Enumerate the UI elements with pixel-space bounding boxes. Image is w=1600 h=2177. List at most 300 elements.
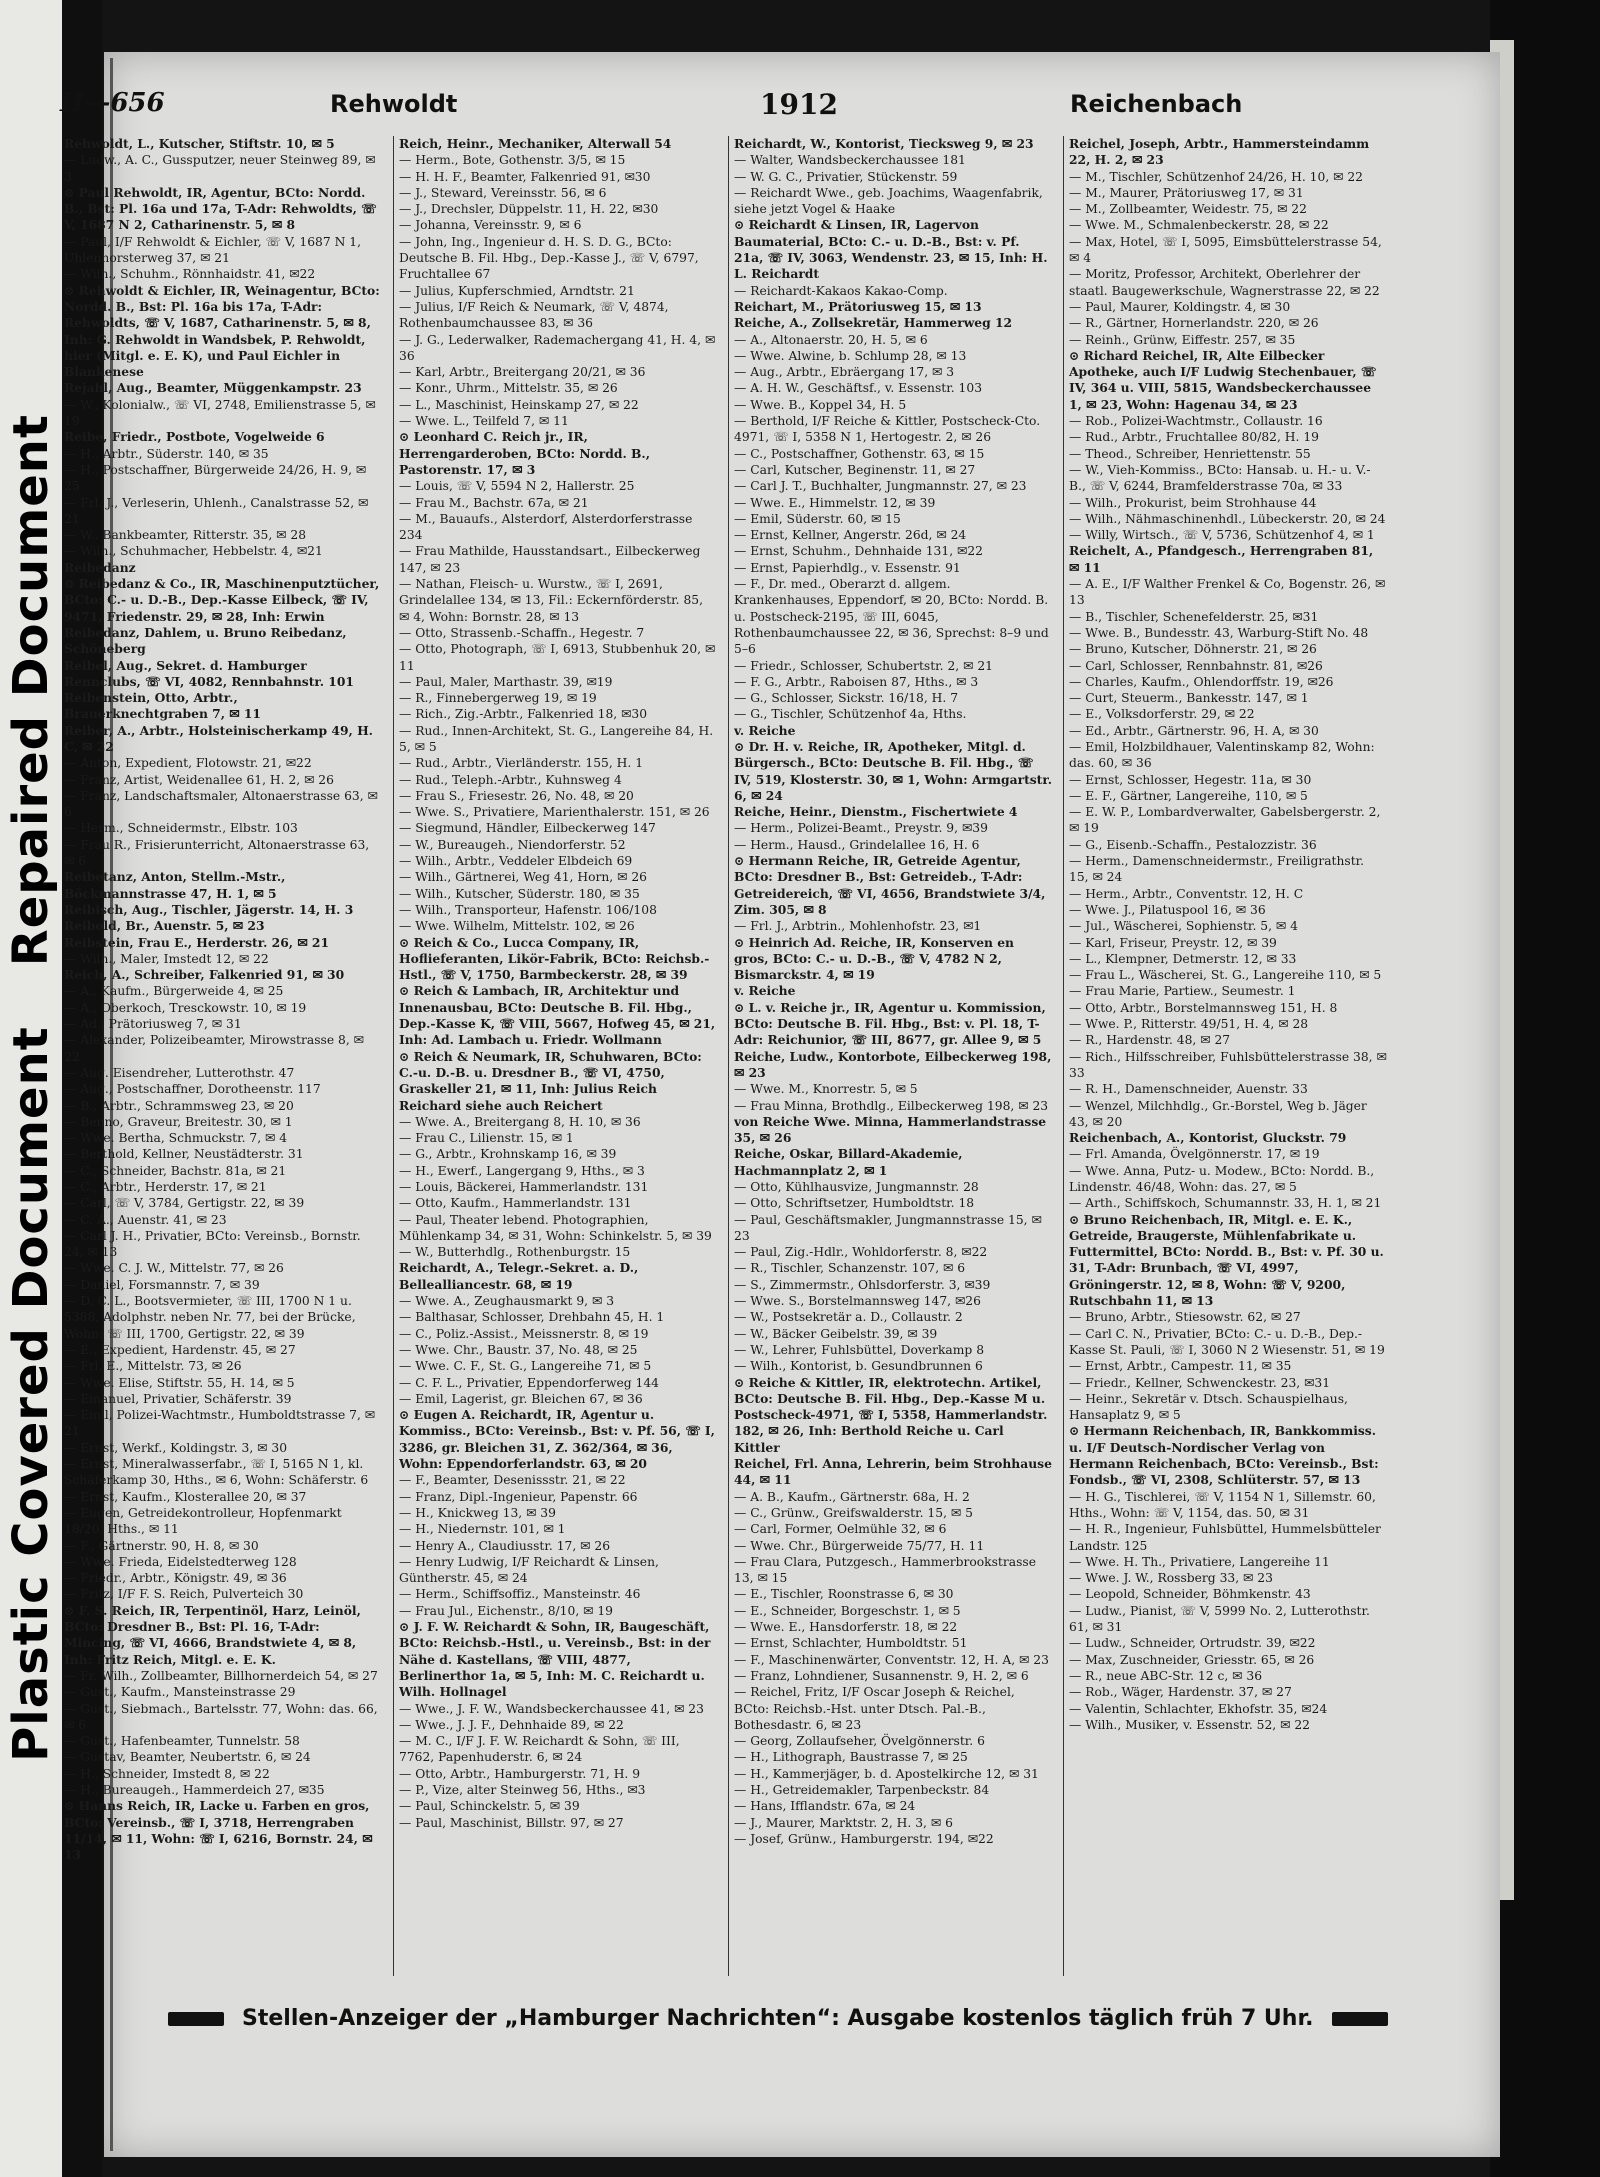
directory-entry: — Arth., Schiffskoch, Schumannstr. 33, H. 1, ✉ 21 [1069, 1196, 1382, 1211]
directory-entry: — R., Gärtner, Hornerlandstr. 220, ✉ 26 [1069, 316, 1319, 331]
directory-entry: — Frau Marie, Partiew., Seumestr. 1 [1069, 984, 1296, 999]
directory-entry: — Fr. Wilh., Zollbeamter, Billhornerdeich 54, ✉ 27 [64, 1668, 378, 1683]
directory-entry: ⊙ J. F. W. Reichardt & Sohn, IR, Baugeschäft, BCto: Reichsb.-Hstl., u. Vereinsb., Bst: in der Nähe d. Kastellans, ☏ VIII, 4877, Berlinerthor 1a, ✉ 5, Inh: M. C. Reichardt u. Wilh. Hollnagel [399, 1619, 711, 1700]
directory-entry: — R. H., Damenschneider, Auenstr. 33 [1069, 1082, 1308, 1097]
directory-entry: — Wwe., J. F. W., Wandsbeckerchaussee 41, ✉ 23 [399, 1701, 704, 1716]
directory-entry: — Wilh., Nähmaschinenhdl., Lübeckerstr. 20, ✉ 24 [1069, 511, 1386, 526]
directory-entry: — Emil, Lagerist, gr. Bleichen 67, ✉ 36 [399, 1391, 643, 1406]
directory-entry: — Ludw., A. C., Gussputzer, neuer Steinweg 89, ✉ 3 [64, 153, 376, 184]
directory-entry: — Friedr., Kellner, Schwenckestr. 23, ✉31 [1069, 1375, 1331, 1390]
directory-entry: — C., Grünw., Greifswalderstr. 15, ✉ 5 [734, 1505, 973, 1520]
directory-entry: Reichardt, A., Telegr.-Sekret. a. D., Bellealliancestr. 68, ✉ 19 [399, 1260, 639, 1292]
directory-entry: — Franz, Landschaftsmaler, Altonaerstrasse 63, ✉ 6 [64, 788, 378, 820]
directory-entry: — Friedr., Arbtr., Königstr. 49, ✉ 36 [64, 1571, 287, 1586]
directory-entry: — Max, Hotel, ☏ I, 5095, Eimsbüttelerstrasse 54, ✉ 4 [1069, 234, 1382, 266]
directory-entry: — Rud., Arbtr., Fruchtallee 80/82, H. 19 [1069, 430, 1319, 445]
directory-entry: — Wilh., Musiker, v. Essenstr. 52, ✉ 22 [1069, 1717, 1310, 1732]
directory-entry: — H., Postschaffner, Bürgerweide 24/26, H. 9, ✉ 25 [64, 462, 367, 494]
directory-entry: — Wwe. P., Ritterstr. 49/51, H. 4, ✉ 28 [1069, 1017, 1309, 1032]
pointing-hand-icon [168, 2012, 224, 2026]
directory-entry: — Reinh., Grünw, Eiffestr. 257, ✉ 35 [1069, 332, 1296, 347]
directory-entry: ⊙ Hermann Reichenbach, IR, Bankkommiss. u. I/F Deutsch-Nordischer Verlag von Hermann Reichenbach, BCto: Vereinsb., Bst: Fondsb., ☏ VI, 2308, Schlüterstr. 57, ✉ 13 [1069, 1423, 1379, 1488]
directory-entry: — Ernst, Arbtr., Campestr. 11, ✉ 35 [1069, 1359, 1292, 1374]
directory-entry: — Herm., Bote, Gothenstr. 3/5, ✉ 15 [399, 153, 626, 168]
directory-entry: — Wilh., Transporteur, Hafenstr. 106/108 [399, 902, 657, 917]
directory-entry: ⊙ Reiche & Kittler, IR, elektrotechn. Artikel, BCto: Deutsche B. Fil. Hbg., Dep.-Kasse M u. Postscheck-4971, ☏ I, 5358, Hammerlandstr. 182, ✉ 26, Inh: Berthold Reiche u. Carl Kittler [734, 1374, 1048, 1455]
directory-entry: ⊙ Eugen A. Reichardt, IR, Agentur u. Kommiss., BCto: Vereinsb., Bst: v. Pf. 56, ☏ I, 3286, gr. Bleichen 31, Z. 362/364, ✉ 36, Wohn: Eppendorferlandstr. 63, ✉ 20 [399, 1407, 715, 1472]
directory-entry: — Herm., Damenschneidermstr., Freiligrathstr. 15, ✉ 24 [1069, 854, 1365, 885]
directory-entry: — Wwe. M., Knorrestr. 5, ✉ 5 [734, 1082, 918, 1097]
directory-entry: — Frl. J., Arbtrin., Mohlenhofstr. 23, ✉1 [734, 919, 982, 934]
directory-entry: — Paul, Geschäftsmakler, Jungmannstrasse 15, ✉ 23 [734, 1212, 1042, 1243]
directory-entry: — Konr., Uhrm., Mittelstr. 35, ✉ 26 [399, 381, 618, 396]
directory-entry: v. Reiche [734, 983, 796, 999]
directory-entry: — Valentin, Schlachter, Ekhofstr. 35, ✉24 [1069, 1701, 1328, 1716]
directory-entry: — Hans, Ifflandstr. 67a, ✉ 24 [734, 1799, 916, 1814]
directory-entry: — Wwe. A., Zeughausmarkt 9, ✉ 3 [399, 1294, 615, 1309]
directory-entry: Reiber, A., Arbtr., Holsteinischerkamp 49, H. C, ✉ 22 [64, 722, 373, 754]
directory-entry: — Gust., Siebmach., Bartelsstr. 77, Wohn: das. 66, ✉ 6 [64, 1701, 378, 1732]
directory-entry: — Paul, Maurer, Koldingstr. 4, ✉ 30 [1069, 299, 1291, 314]
directory-entry: — Reichel, Fritz, I/F Oscar Joseph & Reichel, BCto: Reichsb.-Hst. unter Dtsch. Pal.-B., Bothesdastr. 6, ✉ 23 [734, 1685, 1015, 1732]
directory-entry: — W., Vieh-Kommiss., BCto: Hansab. u. H.- u. V.-B., ☏ V, 6244, Bramfelderstrasse 70a, ✉ 33 [1069, 462, 1371, 494]
directory-entry: — Wwe., J. J. F., Dehnhaide 89, ✉ 22 [399, 1717, 624, 1732]
directory-entry: — Anton, Expedient, Flotowstr. 21, ✉22 [64, 756, 312, 771]
directory-entry: — Otto, Photograph, ☏ I, 6913, Stubbenhuk 20, ✉ 11 [399, 642, 716, 673]
directory-entry: — M., Maurer, Prätoriusweg 17, ✉ 31 [1069, 185, 1304, 200]
directory-entry: — Frau L., Wäscherei, St. G., Langereihe 110, ✉ 5 [1069, 968, 1382, 983]
directory-entry: — Siegmund, Händler, Eilbeckerweg 147 [399, 821, 656, 836]
directory-entry: — W., Postsekretär a. D., Collaustr. 2 [734, 1310, 963, 1325]
directory-entry: — Walter, Wandsbeckerchaussee 181 [734, 153, 966, 168]
directory-entry: Reich, Heinr., Mechaniker, Alterwall 54 [399, 136, 672, 151]
directory-entry: Reibetanz, Anton, Stellm.-Mstr., Böckmannstrasse 47, H. 1, ✉ 5 [64, 869, 286, 901]
directory-entry: — A. H. W., Geschäftsf., v. Essenstr. 103 [734, 381, 983, 396]
directory-entry: ⊙ Hanns Reich, IR, Lacke u. Farben en gros, BCto: Vereinsb., ☏ I, 3718, Herrengraben 11/14, ✉ 11, Wohn: ☏ I, 6216, Bornstr. 24, ✉ 13 [64, 1798, 373, 1863]
directory-entry: Reichel, Joseph, Arbtr., Hammersteindamm 22, H. 2, ✉ 23 [1069, 136, 1370, 168]
directory-entry: Reiche, A., Zollsekretär, Hammerweg 12 [734, 315, 1013, 331]
directory-entry: — Wwe. Chr., Baustr. 37, No. 48, ✉ 25 [399, 1342, 638, 1357]
directory-entry: — Frau C., Lilienstr. 15, ✉ 1 [399, 1131, 574, 1146]
directory-entry: — Herm., Arbtr., Conventstr. 12, H. C [1069, 886, 1304, 901]
directory-entry: — Wwe. B., Koppel 34, H. 5 [734, 397, 907, 412]
directory-entry: — C., Postschaffner, Gothenstr. 63, ✉ 15 [734, 446, 985, 461]
directory-entry: — Ludw., Schneider, Ortrudstr. 39, ✉22 [1069, 1636, 1316, 1651]
directory-entry: — Wwe. C. J. W., Mittelstr. 77, ✉ 26 [64, 1261, 284, 1276]
directory-entry: — C. A., Auenstr. 41, ✉ 23 [64, 1212, 227, 1227]
column-3 [734, 136, 1052, 1976]
directory-entry: — Wwe. E., Himmelstr. 12, ✉ 39 [734, 495, 936, 510]
directory-entry: — Ernst, Kellner, Angerstr. 26d, ✉ 24 [734, 528, 967, 543]
directory-entry: — W., Bureaugeh., Niendorferstr. 52 [399, 837, 626, 852]
directory-entry: — Franz, Dipl.-Ingenieur, Papenstr. 66 [399, 1489, 638, 1504]
page-number: II—656 [60, 88, 165, 118]
directory-entry: — E., Expedient, Hardenstr. 45, ✉ 27 [64, 1342, 296, 1357]
directory-entry: — Theod., Schreiber, Henriettenstr. 55 [1069, 446, 1311, 461]
directory-entry: — Herm., Schneidermstr., Elbstr. 103 [64, 821, 298, 836]
directory-entry: — Wwe. S., Borstelmannsweg 147, ✉26 [734, 1294, 981, 1309]
directory-entry: Reibel, Aug., Sekret. d. Hamburger Rennclubs, ☏ VI, 4082, Rennbahnstr. 101 [64, 657, 354, 689]
header-first-entry: Rehwoldt [330, 90, 458, 118]
directory-entry: — Julius, I/F Reich & Neumark, ☏ V, 4874, Rothenbaumchaussee 83, ✉ 36 [399, 299, 669, 331]
directory-entry: — B., Tischler, Schenefelderstr. 25, ✉31 [1069, 609, 1319, 624]
directory-entry: — H., Arbtr., Süderstr. 140, ✉ 35 [64, 446, 269, 461]
directory-entry: Reibedanz [64, 559, 136, 575]
directory-entry: — Wwe. Alwine, b. Schlump 28, ✉ 13 [734, 348, 967, 363]
header-year: 1912 [760, 88, 838, 121]
directory-entry: — Wilh., Arbtr., Veddeler Elbdeich 69 [399, 854, 633, 869]
directory-entry: ⊙ Leonhard C. Reich jr., IR, Herrengarderoben, BCto: Nordd. B., Pastorenstr. 17, ✉ 3 [399, 429, 650, 477]
directory-entry: — Wilh., Prokurist, beim Strohhause 44 [1069, 495, 1317, 510]
directory-entry: — Reichardt-Kakaos Kakao-Comp. [734, 283, 948, 298]
column-1 [64, 136, 382, 1976]
directory-entry: — Wwe. E., Hansdorferstr. 18, ✉ 22 [734, 1620, 958, 1635]
directory-entry: — Wwe. Bertha, Schmuckstr. 7, ✉ 4 [64, 1131, 288, 1146]
directory-entry: — H., Getreidemakler, Tarpenbeckstr. 84 [734, 1782, 990, 1797]
directory-entry: — Rud., Arbtr., Vierländerstr. 155, H. 1 [399, 756, 644, 771]
directory-entry: — Wwe. H. Th., Privatiere, Langereihe 11 [1069, 1554, 1330, 1569]
directory-entry: — R., neue ABC-Str. 12 c, ✉ 36 [1069, 1668, 1263, 1683]
directory-entry: — H., Knickweg 13, ✉ 39 [399, 1505, 556, 1520]
page-header [60, 88, 1390, 128]
directory-entry: — Ernst, Papierhdlg., v. Essenstr. 91 [734, 560, 961, 575]
directory-entry: — Paul, Theater lebend. Photographien, Mühlenkamp 34, ✉ 31, Wohn: Schinkelstr. 5, ✉ 39 [399, 1212, 712, 1243]
directory-entry: Reibstein, Frau E., Herderstr. 26, ✉ 21 [64, 934, 330, 950]
directory-entry: — Rich., Zig.-Arbtr., Falkenried 18, ✉30 [399, 707, 648, 722]
stamp-repaired: Repaired Document [3, 414, 59, 967]
directory-entry: Reiche, Oskar, Billard-Akademie, Hachmannplatz 2, ✉ 1 [734, 1146, 963, 1178]
directory-entry: — Georg, Zollaufseher, Övelgönnerstr. 6 [734, 1734, 985, 1749]
directory-entry: — Ernst, Mineralwasserfabr., ☏ I, 5165 N 1, kl. Schäferkamp 30, Hths., ✉ 6, Wohn: Schäferstr. 6 [64, 1457, 369, 1488]
directory-entry: — F., Dr. med., Oberarzt d. allgem. Krankenhauses, Eppendorf, ✉ 20, BCto: Nordd. B. u. Postscheck-2195, ☏ III, 6045, Rothenbaumchaussee 22, ✉ 36, Sprechst: 8–9 und 5–6 [734, 577, 1049, 657]
directory-entry: — Carl, Schlosser, Rennbahnstr. 81, ✉26 [1069, 658, 1323, 673]
column-4 [1069, 136, 1387, 1976]
pointing-hand-icon [1332, 2012, 1388, 2026]
directory-entry: — Paul, Maler, Marthastr. 39, ✉19 [399, 674, 613, 689]
directory-entry: — Jul., Wäscherei, Sophienstr. 5, ✉ 4 [1069, 919, 1298, 934]
directory-entry: — H. H. F., Beamter, Falkenried 91, ✉30 [399, 169, 651, 184]
directory-entry: — Berthold, I/F Reiche & Kittler, Postscheck-Cto. 4971, ☏ I, 5358 N 1, Hertogestr. 2, ✉ 26 [734, 414, 1041, 445]
directory-entry: — L., Klempner, Detmerstr. 12, ✉ 33 [1069, 951, 1297, 966]
directory-entry: ⊙ Reich & Neumark, IR, Schuhwaren, BCto: C.-u. D.-B. u. Dresdner B., ☏ VI, 4750, Graskeller 21, ✉ 11, Inh: Julius Reich [399, 1048, 702, 1097]
stamp-plastic-covered: Plastic Covered Document [3, 1026, 59, 1762]
directory-entry: — Carl J. H., Privatier, BCto: Vereinsb., Bornstr. 24, ✉ 13 [64, 1228, 361, 1260]
directory-entry: — L., Maschinist, Heinskamp 27, ✉ 22 [399, 397, 639, 412]
directory-entry: — Johanna, Vereinsstr. 9, ✉ 6 [399, 218, 582, 233]
directory-entry: — Gustav, Beamter, Neubertstr. 6, ✉ 24 [64, 1750, 311, 1765]
directory-entry: — Wilh., Kontorist, b. Gesundbrunnen 6 [734, 1359, 983, 1374]
directory-entry: — R., Tischler, Schanzenstr. 107, ✉ 6 [734, 1261, 966, 1276]
directory-entry: Reichel, Frl. Anna, Lehrerin, beim Strohhause 44, ✉ 11 [734, 1456, 1052, 1488]
directory-entry: — Otto, Kühlhausvize, Jungmannstr. 28 [734, 1180, 979, 1194]
directory-entry: — D. C. L., Bootsvermieter, ☏ III, 1700 N 1 u. 5388, Adolphstr. neben Nr. 77, bei der Brücke, Wohn: ☏ III, 1700, Gertigstr. 22, ✉ 39 [64, 1294, 356, 1341]
directory-entry: — G., Tischler, Schützenhof 4a, Hths. [734, 707, 967, 722]
directory-entry: von Reiche Wwe. Minna, Hammerlandstrasse 35, ✉ 26 [734, 1113, 1047, 1146]
directory-entry: — Daniel, Forsmannstr. 7, ✉ 39 [64, 1277, 260, 1292]
directory-entry: — W., Butterhdlg., Rothenburgstr. 15 [399, 1245, 631, 1260]
directory-entry: ⊙ Hermann Reiche, IR, Getreide Agentur, BCto: Dresdner B., Bst: Getreideb., T-Adr: Getreidereich, ☏ VI, 4656, Brandstwiete 3/4, Zim. 305, ✉ 8 [734, 853, 1046, 917]
directory-entry: — Herm., Hausd., Grindelallee 16, H. 6 [734, 837, 980, 852]
directory-entry: — F., Beamter, Desenissstr. 21, ✉ 22 [399, 1473, 626, 1488]
directory-entry: — W., Bäcker Geibelstr. 39, ✉ 39 [734, 1326, 938, 1341]
directory-entry: Reiche, Heinr., Dienstm., Fischertwiete 4 [734, 804, 1018, 820]
directory-entry: — Bruno, Arbtr., Stiesowstr. 62, ✉ 27 [1069, 1310, 1301, 1325]
directory-entry: — M., Tischler, Schützenhof 24/26, H. 10, ✉ 22 [1069, 169, 1364, 184]
directory-entry: Reibold, Br., Auenstr. 5, ✉ 23 [64, 918, 265, 934]
directory-entry: — H., Schneider, Imstedt 8, ✉ 22 [64, 1766, 270, 1781]
directory-entry: Reichenbach, A., Kontorist, Gluckstr. 79 [1069, 1130, 1347, 1146]
directory-entry: — Frl. Amanda, Övelgönnerstr. 17, ✉ 19 [1069, 1147, 1320, 1162]
directory-entry: — Rud., Innen-Architekt, St. G., Langereihe 84, H. 5, ✉ 5 [399, 723, 714, 754]
header-last-entry: Reichenbach [1070, 90, 1243, 118]
directory-entry: — Ernst, Schlosser, Hegestr. 11a, ✉ 30 [1069, 772, 1312, 787]
directory-entry: — Wwe. Elise, Stiftstr. 55, H. 14, ✉ 5 [64, 1375, 295, 1390]
directory-entry: — Franz, Artist, Weidenallee 61, H. 2, ✉ 26 [64, 772, 334, 787]
directory-entry: — Ludw., Pianist, ☏ V, 5999 No. 2, Lutterothstr. 61, ✉ 31 [1069, 1603, 1370, 1635]
directory-entry: — Frau Clara, Putzgesch., Hammerbrookstrasse 13, ✉ 15 [734, 1554, 1036, 1586]
directory-entry: — Bruno, Kutscher, Döhnerstr. 21, ✉ 26 [1069, 642, 1317, 657]
directory-entry: — C. F. L., Privatier, Eppendorferweg 144 [399, 1375, 660, 1390]
directory-entry: — Wwe. M., Schmalenbeckerstr. 28, ✉ 22 [1069, 218, 1329, 233]
directory-entry: — Louis, ☏ V, 5594 N 2, Hallerstr. 25 [399, 479, 635, 494]
directory-entry: — Berthold, Kellner, Neustädterstr. 31 [64, 1147, 304, 1162]
directory-entry: — R., Hardenstr. 48, ✉ 27 [1069, 1033, 1231, 1048]
directory-entry: — Rich., Hilfsschreiber, Fuhlsbüttelerstrasse 38, ✉ 33 [1069, 1049, 1387, 1080]
directory-entry: — Reichardt Wwe., geb. Joachims, Waagenfabrik, siehe jetzt Vogel & Haake [734, 185, 1043, 217]
directory-entry: — F., Gärtnerstr. 90, H. 8, ✉ 30 [64, 1538, 259, 1553]
directory-entry: — Aug., Arbtr., Ebräergang 17, ✉ 3 [734, 365, 955, 380]
directory-entry: — B., Arbtr., Schrammsweg 23, ✉ 20 [64, 1098, 294, 1113]
column-divider [393, 136, 394, 1976]
directory-entry: — Curt, Steuerm., Bankesstr. 147, ✉ 1 [1069, 691, 1309, 706]
directory-entry: — Paul, Maschinist, Billstr. 97, ✉ 27 [399, 1815, 624, 1830]
directory-entry: — Wwe. J. W., Rossberg 33, ✉ 23 [1069, 1571, 1273, 1586]
directory-entry: — Frau S., Friesestr. 26, No. 48, ✉ 20 [399, 788, 634, 803]
directory-entry: — Ernst, Schlachter, Humboldtstr. 51 [734, 1636, 968, 1651]
directory-entry: — W. G. C., Privatier, Stückenstr. 59 [734, 169, 958, 184]
directory-entry: — J., Maurer, Marktstr. 2, H. 3, ✉ 6 [734, 1815, 953, 1830]
directory-entry: — A. E., I/F Walther Frenkel & Co, Bogenstr. 26, ✉ 13 [1069, 577, 1386, 608]
directory-entry: ⊙ F. S. Reich, IR, Terpentinöl, Harz, Leinöl, BCto: Dresdner B., Bst: Pl. 16, T-Adr: Mincing, ☏ VI, 4666, Brandstwiete 4, ✉ 8, Inh: Fritz Reich, Mitgl. e. E. K. [64, 1602, 361, 1667]
directory-entry: — Wilh., Kutscher, Süderstr. 180, ✉ 35 [399, 886, 640, 901]
directory-entry: — H. R., Ingenieur, Fuhlsbüttel, Hummelsbütteler Landstr. 125 [1069, 1522, 1381, 1553]
directory-entry: — M., Zollbeamter, Weidestr. 75, ✉ 22 [1069, 202, 1307, 217]
directory-entry: — Carl, ☏ V, 3784, Gertigstr. 22, ✉ 39 [64, 1196, 305, 1211]
directory-entry: Reibisch, Aug., Tischler, Jägerstr. 14, H. 3 [64, 901, 354, 917]
directory-entry: — M. C., I/F J. F. W. Reichardt & Sohn, ☏ III, 7762, Papenhuderstr. 6, ✉ 24 [399, 1734, 680, 1765]
directory-entry: — C., Schneider, Bachstr. 81a, ✉ 21 [64, 1163, 287, 1178]
column-divider [1063, 136, 1064, 1976]
directory-entry: — Paul, Zig.-Hdlr., Wohldorferstr. 8, ✉22 [734, 1245, 988, 1260]
directory-entry: — Josef, Grünw., Hamburgerstr. 194, ✉22 [734, 1831, 994, 1846]
directory-entry: — W., Bankbeamter, Ritterstr. 35, ✉ 28 [64, 528, 307, 543]
directory-entry: — Paul, I/F Rehwoldt & Eichler, ☏ V, 1687 N 1, Uhlenhorsterweg 37, ✉ 21 [64, 234, 361, 266]
directory-entry: — Franz, Lohndiener, Susannenstr. 9, H. 2, ✉ 6 [734, 1668, 1029, 1683]
directory-entry: ⊙ Heinrich Ad. Reiche, IR, Konserven en gros, BCto: C.- u. D.-B., ☏ V, 4782 N 2, Bismarckstr. 4, ✉ 19 [734, 934, 1015, 983]
directory-entry: — Frau R., Frisierunterricht, Altonaerstrasse 63, ✉ 6 [64, 837, 370, 869]
directory-entry: — Paul, Schinckelstr. 5, ✉ 39 [399, 1799, 580, 1814]
directory-entry: — Wilh., Gärtnerei, Weg 41, Horn, ✉ 26 [399, 870, 647, 885]
footer-text: Stellen-Anzeiger der „Hamburger Nachrichten“: Ausgabe kostenlos täglich früh 7 Uhr. [242, 2006, 1314, 2031]
preservation-stamp-text [3, 414, 59, 1762]
directory-entry: — Herm., Schiffsoffiz., Mansteinstr. 46 [399, 1587, 641, 1602]
directory-entry: Reichardt, W., Kontorist, Tiecksweg 9, ✉ 23 [734, 136, 1034, 151]
directory-entry: — Wilh., Maler, Imstedt 12, ✉ 22 [64, 951, 269, 966]
directory-entry: — Willy, Wirtsch., ☏ V, 5736, Schützenhof 4, ✉ 1 [1069, 528, 1375, 543]
directory-entry: — Fritz, I/F F. S. Reich, Pulverteich 30 [64, 1587, 304, 1602]
directory-entry: — Otto, Strassenb.-Schaffn., Hegestr. 7 [399, 625, 645, 640]
directory-entry: — J., Drechsler, Düppelstr. 11, H. 22, ✉30 [399, 202, 659, 217]
directory-columns [64, 136, 1400, 1976]
scan-margin-right [1490, 0, 1600, 2177]
directory-entry: — Wwe. Wilhelm, Mittelstr. 102, ✉ 26 [399, 919, 635, 934]
directory-entry: — Wwe. S., Privatiere, Marienthalerstr. 151, ✉ 26 [399, 805, 710, 820]
directory-entry: — Wenzel, Milchhdlg., Gr.-Borstel, Weg b. Jäger 43, ✉ 20 [1069, 1098, 1367, 1129]
directory-entry: — Carl J. T., Buchhalter, Jungmannstr. 27, ✉ 23 [734, 479, 1027, 494]
directory-entry: — J. G., Lederwalker, Rademachergang 41, H. 4, ✉ 36 [399, 332, 716, 363]
column-divider [728, 136, 729, 1976]
directory-entry: — F., Maschinenwärter, Conventstr. 12, H. A, ✉ 23 [734, 1652, 1049, 1667]
directory-entry: — H., Niedernstr. 101, ✉ 1 [399, 1522, 566, 1537]
directory-entry: ⊙ Dr. H. v. Reiche, IR, Apotheker, Mitgl. d. Bürgersch., BCto: Deutsche B. Fil. Hbg., ☏ IV, 519, Klosterstr. 30, ✉ 1, Wohn: Armgartstr. 6, ✉ 24 [734, 738, 1052, 803]
directory-entry: — Moritz, Professor, Architekt, Oberlehrer der staatl. Baugewerkschule, Wagnerstrasse 22, ✉ 22 [1069, 267, 1380, 298]
directory-entry: — F. G., Arbtr., Raboisen 87, Hths., ✉ 3 [734, 674, 979, 689]
directory-entry: — H., Kammerjäger, b. d. Apostelkirche 12, ✉ 31 [734, 1766, 1039, 1781]
directory-entry: — E. F., Gärtner, Langereihe, 110, ✉ 5 [1069, 788, 1308, 803]
directory-entry: — Carl C. N., Privatier, BCto: C.- u. D.-B., Dep.-Kasse St. Pauli, ☏ I, 3060 N 2 Wiesenstr. 51, ✉ 19 [1069, 1326, 1385, 1357]
directory-entry: — Eugen, Getreidekontrolleur, Hopfenmarkt 18/20, Hths., ✉ 11 [64, 1505, 342, 1537]
directory-entry: — C., Arbtr., Herderstr. 17, ✉ 21 [64, 1180, 267, 1194]
directory-entry: — Karl, Arbtr., Breitergang 20/21, ✉ 36 [399, 365, 646, 380]
directory-entry: — Otto, Kaufm., Hammerlandstr. 131 [399, 1196, 632, 1211]
preservation-stamp-strip [0, 0, 62, 2177]
directory-entry: ⊙ Bruno Reichenbach, IR, Mitgl. e. E. K., Getreide, Braugerste, Mühlenfabrikate u. Futtermittel, BCto: Nordd. B., Bst: v. Pf. 30 u. 31, T-Adr: Brunbach, ☏ VI, 4997, Gröningerstr. 12, ✉ 8, Wohn: ☏ V, 9200, Rutschbahn 11, ✉ 13 [1069, 1211, 1384, 1309]
directory-entry: — Frau Mathilde, Hausstandsart., Eilbeckerweg 147, ✉ 23 [399, 544, 701, 575]
directory-entry: Rejahl, Aug., Beamter, Müggenkampstr. 23 [64, 380, 362, 396]
directory-entry: ⊙ L. v. Reiche jr., IR, Agentur u. Kommission, BCto: Deutsche B. Fil. Hbg., Bst: v. Pl. 18, T-Adr: Reichunior, ☏ III, 8677, gr. Allee 9, ✉ 5 [734, 999, 1046, 1048]
directory-entry: ⊙ Reichardt & Linsen, IR, Lagervon Baumaterial, BCto: C.- u. D.-B., Bst: v. Pf. 21a, ☏ IV, 3063, Wendenstr. 23, ✉ 15, Inh: H. L. Reichardt [734, 217, 1048, 282]
directory-entry: — E., Volksdorferstr. 29, ✉ 22 [1069, 707, 1255, 722]
directory-entry: Reichard siehe auch Reichert [399, 1097, 603, 1113]
directory-entry: Reich, A., Schreiber, Falkenried 91, ✉ 30 [64, 967, 345, 983]
directory-entry: — G., Eisenb.-Schaffn., Pestalozzistr. 36 [1069, 837, 1317, 852]
directory-entry: — Emanuel, Privatier, Schäferstr. 39 [64, 1391, 292, 1406]
directory-entry: — Louis, Bäckerei, Hammerlandstr. 131 [399, 1180, 649, 1194]
directory-entry: — Carl, Kutscher, Beginenstr. 11, ✉ 27 [734, 462, 976, 477]
directory-entry: — Rob., Wäger, Hardenstr. 37, ✉ 27 [1069, 1685, 1292, 1700]
directory-entry: — Rob., Polizei-Wachtmstr., Collaustr. 16 [1069, 414, 1323, 429]
footer-advertisement [168, 2006, 1348, 2046]
directory-entry: — E. W. P., Lombardverwalter, Gabelsbergerstr. 2, ✉ 19 [1069, 805, 1381, 836]
directory-entry: — H., Bureaugeh., Hammerdeich 27, ✉35 [64, 1782, 325, 1797]
directory-entry: — Otto, Schriftsetzer, Humboldtstr. 18 [734, 1196, 975, 1211]
directory-entry: ⊙ Reibedanz & Co., IR, Maschinenputztücher, BCto: C.- u. D.-B., Dep.-Kasse Eilbeck, ☏ IV, 9471, Friedenstr. 29, ✉ 28, Inh: Erwin Reibedanz, Dahlem, u. Bruno Reibedanz, Schöneberg [64, 576, 380, 657]
directory-entry: — Julius, Kupferschmied, Arndtstr. 21 [399, 283, 635, 298]
directory-entry: — Wwe. A., Breitergang 8, H. 10, ✉ 36 [399, 1114, 641, 1129]
directory-entry: — Ernst, Kaufm., Klosterallee 20, ✉ 37 [64, 1489, 307, 1504]
directory-entry: — P., Vize, alter Steinweg 56, Hths., ✉3 [399, 1782, 646, 1797]
directory-entry: — Aug. Eisendreher, Lutterothstr. 47 [64, 1065, 295, 1080]
directory-entry: — M., Bauaufs., Alsterdorf, Alsterdorferstrasse 234 [399, 511, 693, 543]
directory-entry: — H., Ewerf., Langergang 9, Hths., ✉ 3 [399, 1163, 645, 1178]
directory-entry: — S., Zimmermstr., Ohlsdorferstr. 3, ✉39 [734, 1277, 991, 1292]
directory-entry: — Nathan, Fleisch- u. Wurstw., ☏ I, 2691, Grindelallee 134, ✉ 13, Fil.: Eckernförderstr. 85, ✉ 4, Wohn: Bornstr. 28, ✉ 13 [399, 577, 704, 624]
directory-entry: ⊙ Reich & Lambach, IR, Architektur und Innenausbau, BCto: Deutsche B. Fil. Hbg., Dep.-Kasse K, ☏ VIII, 5667, Hofweg 45, ✉ 21, Inh: Ad. Lambach u. Friedr. Wollmann [399, 983, 716, 1048]
directory-entry: Reibenstein, Otto, Arbtr., Brauerknechtgraben 7, ✉ 11 [64, 690, 261, 722]
directory-entry: — Gust., Kaufm., Mansteinstrasse 29 [64, 1685, 296, 1700]
directory-entry: — Karl, Friseur, Preystr. 12, ✉ 39 [1069, 935, 1277, 950]
directory-entry: — Balthasar, Schlosser, Drehbahn 45, H. 1 [399, 1310, 665, 1325]
directory-entry: — E., Tischler, Roonstrasse 6, ✉ 30 [734, 1587, 954, 1602]
directory-entry: — Benno, Graveur, Breitestr. 30, ✉ 1 [64, 1114, 293, 1129]
directory-entry: — Charles, Kaufm., Ohlendorffstr. 19, ✉26 [1069, 674, 1334, 689]
directory-entry: — Gust., Hafenbeamter, Tunnelstr. 58 [64, 1734, 300, 1749]
directory-entry: v. Reiche [734, 722, 796, 738]
directory-entry: — Carl, Former, Oelmühle 32, ✉ 6 [734, 1522, 947, 1537]
directory-entry: ⊙ Paul Rehwoldt, IR, Agentur, BCto: Nordd. B., Bst: Pl. 16a und 17a, T-Adr: Rehwoldts, ☏ V, 1687 N 2, Catharinenstr. 5, ✉ 8 [64, 184, 377, 233]
directory-entry: — G., Arbtr., Krohnskamp 16, ✉ 39 [399, 1147, 617, 1162]
directory-entry: — Wwe. Chr., Bürgerweide 75/77, H. 11 [734, 1538, 985, 1553]
directory-entry: — Wwe. B., Bundesstr. 43, Warburg-Stift No. 48 [1069, 625, 1369, 640]
directory-entry: — C., Poliz.-Assist., Meissnerstr. 8, ✉ 19 [399, 1326, 649, 1341]
directory-entry: — Frau M., Bachstr. 67a, ✉ 21 [399, 495, 589, 510]
directory-entry: — John, Ing., Ingenieur d. H. S. D. G., BCto: Deutsche B. Fil. Hbg., Dep.-Kasse J., ☏ V, 6797, Fruchtallee 67 [399, 234, 699, 282]
directory-entry: — Friedr., Schlosser, Schubertstr. 2, ✉ 21 [734, 658, 993, 673]
directory-entry: — Wwe. J., Pilatuspool 16, ✉ 36 [1069, 902, 1266, 917]
directory-entry: — A., Oberkoch, Tresckowstr. 10, ✉ 19 [64, 1000, 307, 1015]
directory-entry: — Frau Jul., Eichenstr., 8/10, ✉ 19 [399, 1603, 613, 1618]
directory-entry: — H. G., Tischlerei, ☏ V, 1154 N 1, Sillemstr. 60, Hths., Wohn: ☏ V, 1154, das. 50, ✉ 31 [1069, 1489, 1376, 1520]
directory-entry: — Heinr., Sekretär v. Dtsch. Schauspielhaus, Hansaplatz 9, ✉ 5 [1069, 1391, 1348, 1423]
directory-entry: — J., Steward, Vereinsstr. 56, ✉ 6 [399, 185, 607, 200]
directory-entry: — Emil, Polizei-Wachtmstr., Humboldtstrasse 7, ✉ 21 [64, 1408, 376, 1439]
directory-entry: — E., Schneider, Borgeschstr. 1, ✉ 5 [734, 1603, 961, 1618]
directory-entry: — W., Kolonialw., ☏ VI, 2748, Emilienstrasse 5, ✉ 19 [64, 397, 376, 429]
directory-entry: — H., Lithograph, Baustrasse 7, ✉ 25 [734, 1750, 968, 1765]
directory-entry: ⊙ Richard Reichel, IR, Alte Eilbecker Apotheke, auch I/F Ludwig Stechenbauer, ☏ IV, 364 u. VIII, 5815, Wandsbeckerchaussee 1, ✉ 23, Wohn: Hagenau 34, ✉ 23 [1069, 347, 1377, 412]
directory-entry: — Wwe. Frieda, Eidelstedterweg 128 [64, 1554, 297, 1569]
directory-entry: — Ernst, Werkf., Koldingstr. 3, ✉ 30 [64, 1440, 288, 1455]
directory-entry: — A., Altonaerstr. 20, H. 5, ✉ 6 [734, 332, 928, 347]
directory-entry: Reiche, Ludw., Kontorbote, Eilbeckerweg 198, ✉ 23 [734, 1048, 1052, 1080]
directory-entry: — Henry A., Claudiusstr. 17, ✉ 26 [399, 1538, 611, 1553]
directory-entry: — A. B., Kaufm., Gärtnerstr. 68a, H. 2 [734, 1489, 970, 1504]
directory-entry: — Wwe. Anna, Putz- u. Modew., BCto: Nordd. B., Lindenstr. 46/48, Wohn: das. 27, ✉ 5 [1069, 1163, 1375, 1194]
directory-entry: — Wilh., Schuhm., Rönnhaidstr. 41, ✉22 [64, 267, 316, 282]
directory-entry: — Ed., Arbtr., Gärtnerstr. 96, H. A, ✉ 30 [1069, 723, 1319, 738]
directory-entry: — Rud., Teleph.-Arbtr., Kuhnsweg 4 [399, 772, 622, 787]
directory-entry: — Frau Minna, Brothdlg., Eilbeckerweg 198, ✉ 23 [734, 1098, 1049, 1113]
directory-entry: — Wwe. L., Teilfeld 7, ✉ 11 [399, 414, 569, 429]
directory-entry: — G., Schlosser, Sickstr. 16/18, H. 7 [734, 691, 959, 706]
directory-entry: ⊙ Rehwoldt & Eichler, IR, Weinagentur, BCto: Nordd. B., Bst: Pl. 16a bis 17a, T-Adr: Rehwoldts, ☏ V, 1687, Catharinenstr. 5, ✉ 8, Inh: G. Rehwoldt in Wandsbek, P. Rehwoldt, hier (Mitgl. e. E. K), und Paul Eichler in Blankenese [64, 282, 380, 380]
directory-entry: — Frl. E., Mittelstr. 73, ✉ 26 [64, 1359, 242, 1374]
directory-entry: — Leopold, Schneider, Böhmkenstr. 43 [1069, 1587, 1311, 1602]
directory-entry: — A., Kaufm., Bürgerweide 4, ✉ 25 [64, 984, 284, 999]
directory-entry: Reichart, M., Prätoriusweg 15, ✉ 13 [734, 298, 982, 314]
directory-entry: Rehwoldt, L., Kutscher, Stiftstr. 10, ✉ 5 [64, 136, 335, 151]
directory-entry: — Aug., Postschaffner, Dorotheenstr. 117 [64, 1082, 321, 1097]
directory-entry: — Henry Ludwig, I/F Reichardt & Linsen, Güntherstr. 45, ✉ 24 [399, 1554, 659, 1586]
directory-entry: — Wilh., Schuhmacher, Hebbelstr. 4, ✉21 [64, 544, 323, 559]
directory-entry: — Wwe. C. F., St. G., Langereihe 71, ✉ 5 [399, 1359, 652, 1374]
directory-entry: — Ernst, Schuhm., Dehnhaide 131, ✉22 [734, 544, 983, 559]
directory-entry: Reichelt, A., Pfandgesch., Herrengraben 81, ✉ 11 [1069, 543, 1374, 575]
directory-entry: Reibe, Friedr., Postbote, Vogelweide 6 [64, 429, 325, 445]
directory-entry: — Emil, Süderstr. 60, ✉ 15 [734, 511, 901, 526]
directory-entry: — Alexander, Polizeibeamter, Mirowstrasse 8, ✉ 22 [64, 1033, 364, 1064]
directory-entry: — Max, Zuschneider, Griesstr. 65, ✉ 26 [1069, 1652, 1315, 1667]
